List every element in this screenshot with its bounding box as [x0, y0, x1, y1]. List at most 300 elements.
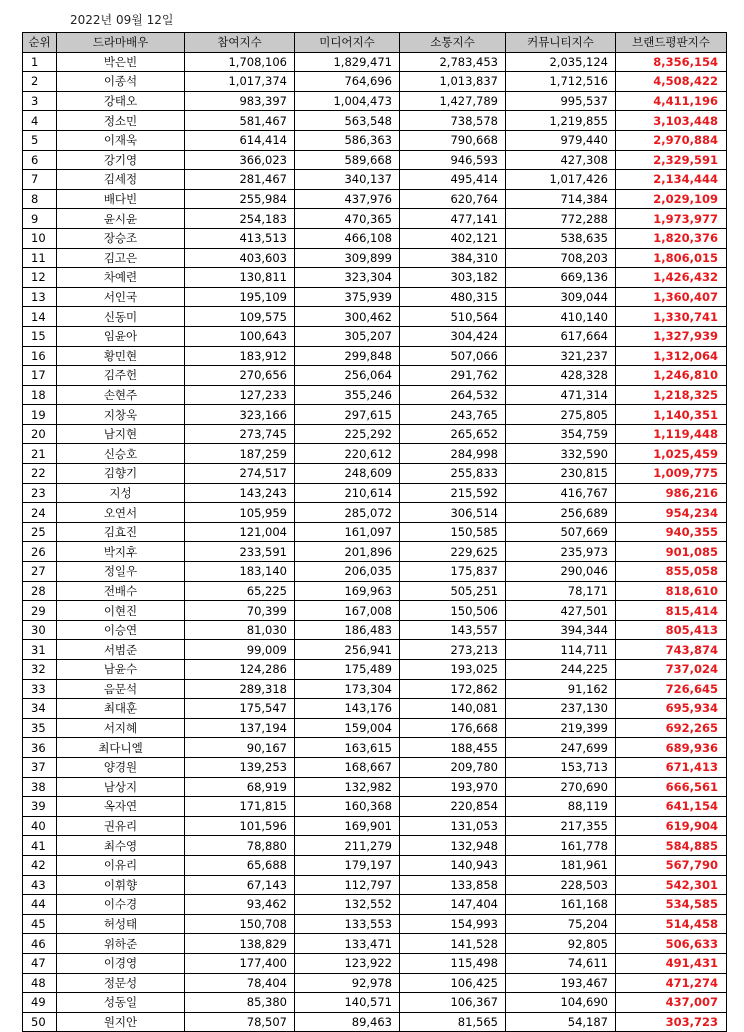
media-cell: 173,304 — [295, 679, 400, 699]
community-cell: 669,136 — [506, 268, 616, 288]
communication-cell: 193,970 — [400, 777, 506, 797]
community-cell: 507,669 — [506, 522, 616, 542]
participation-cell: 139,253 — [185, 757, 295, 777]
table-row — [23, 464, 727, 484]
brand-index-cell: 1,009,775 — [616, 464, 727, 484]
media-cell: 123,922 — [295, 953, 400, 973]
table-row — [23, 248, 727, 268]
actor-name-cell: 윤시윤 — [57, 209, 185, 229]
communication-cell: 215,592 — [400, 483, 506, 503]
community-cell: 427,308 — [506, 150, 616, 170]
actor-name-cell: 지성 — [57, 483, 185, 503]
rank-cell: 23 — [23, 483, 57, 503]
rank-cell: 42 — [23, 855, 57, 875]
brand-index-cell: 1,140,351 — [616, 405, 727, 425]
actor-name-cell: 옥자연 — [57, 797, 185, 817]
rank-cell: 9 — [23, 209, 57, 229]
table-row — [23, 855, 727, 875]
community-cell: 332,590 — [506, 444, 616, 464]
participation-cell: 581,467 — [185, 111, 295, 131]
brand-index-cell: 692,265 — [616, 718, 727, 738]
community-cell: 428,328 — [506, 366, 616, 386]
media-cell: 305,207 — [295, 326, 400, 346]
communication-cell: 1,013,837 — [400, 72, 506, 92]
community-cell: 74,611 — [506, 953, 616, 973]
rank-cell: 40 — [23, 816, 57, 836]
rank-cell: 38 — [23, 777, 57, 797]
rank-cell: 33 — [23, 679, 57, 699]
brand-index-cell: 506,633 — [616, 934, 727, 954]
participation-cell: 983,397 — [185, 91, 295, 111]
rank-cell: 24 — [23, 503, 57, 523]
brand-index-cell: 1,312,064 — [616, 346, 727, 366]
communication-cell: 620,764 — [400, 189, 506, 209]
participation-cell: 78,507 — [185, 1012, 295, 1032]
brand-index-cell: 689,936 — [616, 738, 727, 758]
communication-cell: 510,564 — [400, 307, 506, 327]
actor-name-cell: 남윤수 — [57, 660, 185, 680]
participation-cell: 171,815 — [185, 797, 295, 817]
community-cell: 394,344 — [506, 620, 616, 640]
brand-index-cell: 619,904 — [616, 816, 727, 836]
media-cell: 299,848 — [295, 346, 400, 366]
rank-cell: 2 — [23, 72, 57, 92]
brand-index-cell: 815,414 — [616, 601, 727, 621]
table-row — [23, 228, 727, 248]
brand-index-cell: 542,301 — [616, 875, 727, 895]
table-row — [23, 601, 727, 621]
communication-cell: 495,414 — [400, 170, 506, 190]
participation-cell: 323,166 — [185, 405, 295, 425]
brand-index-cell: 986,216 — [616, 483, 727, 503]
rank-cell: 5 — [23, 130, 57, 150]
table-row — [23, 268, 727, 288]
communication-cell: 106,367 — [400, 993, 506, 1013]
table-row — [23, 836, 727, 856]
table-row — [23, 699, 727, 719]
rank-cell: 37 — [23, 757, 57, 777]
communication-cell: 264,532 — [400, 385, 506, 405]
participation-cell: 93,462 — [185, 895, 295, 915]
media-cell: 140,571 — [295, 993, 400, 1013]
rank-cell: 13 — [23, 287, 57, 307]
rank-cell: 43 — [23, 875, 57, 895]
rank-cell: 12 — [23, 268, 57, 288]
participation-cell: 255,984 — [185, 189, 295, 209]
media-cell: 175,489 — [295, 660, 400, 680]
communication-cell: 284,998 — [400, 444, 506, 464]
community-cell: 78,171 — [506, 581, 616, 601]
participation-cell: 289,318 — [185, 679, 295, 699]
table-row — [23, 797, 727, 817]
rank-cell: 1 — [23, 52, 57, 72]
communication-cell: 790,668 — [400, 130, 506, 150]
media-cell: 169,901 — [295, 816, 400, 836]
media-cell: 168,667 — [295, 757, 400, 777]
rank-cell: 26 — [23, 542, 57, 562]
rank-cell: 32 — [23, 660, 57, 680]
participation-cell: 127,233 — [185, 385, 295, 405]
media-cell: 201,896 — [295, 542, 400, 562]
actor-name-cell: 성동일 — [57, 993, 185, 1013]
actor-name-cell: 임윤아 — [57, 326, 185, 346]
table-row — [23, 757, 727, 777]
community-cell: 256,689 — [506, 503, 616, 523]
rank-cell: 3 — [23, 91, 57, 111]
table-row — [23, 640, 727, 660]
media-cell: 589,668 — [295, 150, 400, 170]
brand-index-cell: 8,356,154 — [616, 52, 727, 72]
actor-name-cell: 이수경 — [57, 895, 185, 915]
participation-cell: 138,829 — [185, 934, 295, 954]
rank-cell: 14 — [23, 307, 57, 327]
actor-name-cell: 이유리 — [57, 855, 185, 875]
communication-cell: 131,053 — [400, 816, 506, 836]
brand-index-cell: 303,723 — [616, 1012, 727, 1032]
brand-index-cell: 1,330,741 — [616, 307, 727, 327]
brand-index-cell: 695,934 — [616, 699, 727, 719]
rank-cell: 41 — [23, 836, 57, 856]
media-cell: 323,304 — [295, 268, 400, 288]
actor-name-cell: 배다빈 — [57, 189, 185, 209]
brand-index-cell: 901,085 — [616, 542, 727, 562]
community-cell: 714,384 — [506, 189, 616, 209]
brand-index-cell: 1,218,325 — [616, 385, 727, 405]
participation-cell: 183,912 — [185, 346, 295, 366]
communication-cell: 505,251 — [400, 581, 506, 601]
table-row — [23, 914, 727, 934]
participation-cell: 177,400 — [185, 953, 295, 973]
participation-cell: 81,030 — [185, 620, 295, 640]
actor-name-cell: 남지현 — [57, 424, 185, 444]
communication-cell: 175,837 — [400, 562, 506, 582]
communication-cell: 304,424 — [400, 326, 506, 346]
table-row — [23, 542, 727, 562]
brand-index-cell: 2,329,591 — [616, 150, 727, 170]
participation-cell: 78,880 — [185, 836, 295, 856]
table-row — [23, 326, 727, 346]
communication-cell: 291,762 — [400, 366, 506, 386]
table-row — [23, 718, 727, 738]
brand-index-cell: 671,413 — [616, 757, 727, 777]
media-cell: 563,548 — [295, 111, 400, 131]
community-cell: 92,805 — [506, 934, 616, 954]
actor-name-cell: 차예련 — [57, 268, 185, 288]
participation-cell: 1,017,374 — [185, 72, 295, 92]
actor-name-cell: 서범준 — [57, 640, 185, 660]
table-row — [23, 993, 727, 1013]
actor-name-cell: 강기영 — [57, 150, 185, 170]
brand-index-cell: 743,874 — [616, 640, 727, 660]
participation-cell: 124,286 — [185, 660, 295, 680]
participation-cell: 130,811 — [185, 268, 295, 288]
table-row — [23, 816, 727, 836]
rank-cell: 8 — [23, 189, 57, 209]
communication-cell: 507,066 — [400, 346, 506, 366]
participation-cell: 614,414 — [185, 130, 295, 150]
actor-name-cell: 신동미 — [57, 307, 185, 327]
table-row — [23, 934, 727, 954]
community-cell: 270,690 — [506, 777, 616, 797]
actor-name-cell: 권유리 — [57, 816, 185, 836]
participation-cell: 187,259 — [185, 444, 295, 464]
participation-cell: 150,708 — [185, 914, 295, 934]
table-row — [23, 895, 727, 915]
communication-cell: 480,315 — [400, 287, 506, 307]
rank-cell: 15 — [23, 326, 57, 346]
rank-cell: 10 — [23, 228, 57, 248]
participation-cell: 413,513 — [185, 228, 295, 248]
community-cell: 244,225 — [506, 660, 616, 680]
brand-index-cell: 855,058 — [616, 562, 727, 582]
table-body — [23, 52, 727, 1032]
brand-index-cell: 641,154 — [616, 797, 727, 817]
communication-cell: 172,862 — [400, 679, 506, 699]
table-row — [23, 385, 727, 405]
community-cell: 217,355 — [506, 816, 616, 836]
actor-name-cell: 김주헌 — [57, 366, 185, 386]
brand-index-cell: 1,820,376 — [616, 228, 727, 248]
actor-name-cell: 원지안 — [57, 1012, 185, 1032]
brand-index-cell: 584,885 — [616, 836, 727, 856]
actor-name-cell: 양경원 — [57, 757, 185, 777]
table-row — [23, 130, 727, 150]
participation-cell: 105,959 — [185, 503, 295, 523]
community-cell: 104,690 — [506, 993, 616, 1013]
rank-cell: 36 — [23, 738, 57, 758]
brand-index-cell: 954,234 — [616, 503, 727, 523]
brand-reputation-table — [22, 32, 727, 1032]
table-row — [23, 72, 727, 92]
table-row — [23, 660, 727, 680]
community-cell: 772,288 — [506, 209, 616, 229]
community-cell: 237,130 — [506, 699, 616, 719]
rank-cell: 30 — [23, 620, 57, 640]
participation-cell: 366,023 — [185, 150, 295, 170]
communication-cell: 946,593 — [400, 150, 506, 170]
participation-cell: 70,399 — [185, 601, 295, 621]
participation-cell: 100,643 — [185, 326, 295, 346]
participation-cell: 65,688 — [185, 855, 295, 875]
participation-cell: 143,243 — [185, 483, 295, 503]
table-row — [23, 581, 727, 601]
header-media: 미디어지수 — [295, 33, 400, 53]
rank-cell: 6 — [23, 150, 57, 170]
brand-index-cell: 1,025,459 — [616, 444, 727, 464]
rank-cell: 11 — [23, 248, 57, 268]
communication-cell: 303,182 — [400, 268, 506, 288]
media-cell: 764,696 — [295, 72, 400, 92]
communication-cell: 1,427,789 — [400, 91, 506, 111]
media-cell: 186,483 — [295, 620, 400, 640]
actor-name-cell: 박은빈 — [57, 52, 185, 72]
community-cell: 228,503 — [506, 875, 616, 895]
brand-index-cell: 3,103,448 — [616, 111, 727, 131]
actor-name-cell: 최다니엘 — [57, 738, 185, 758]
media-cell: 256,064 — [295, 366, 400, 386]
media-cell: 1,829,471 — [295, 52, 400, 72]
actor-name-cell: 신승호 — [57, 444, 185, 464]
media-cell: 248,609 — [295, 464, 400, 484]
community-cell: 230,815 — [506, 464, 616, 484]
brand-index-cell: 4,508,422 — [616, 72, 727, 92]
table-row — [23, 679, 727, 699]
rank-cell: 45 — [23, 914, 57, 934]
table-row — [23, 562, 727, 582]
community-cell: 181,961 — [506, 855, 616, 875]
table-row — [23, 209, 727, 229]
communication-cell: 106,425 — [400, 973, 506, 993]
communication-cell: 133,858 — [400, 875, 506, 895]
community-cell: 410,140 — [506, 307, 616, 327]
media-cell: 163,615 — [295, 738, 400, 758]
media-cell: 160,368 — [295, 797, 400, 817]
community-cell: 471,314 — [506, 385, 616, 405]
community-cell: 114,711 — [506, 640, 616, 660]
actor-name-cell: 정소민 — [57, 111, 185, 131]
brand-index-cell: 1,246,810 — [616, 366, 727, 386]
participation-cell: 254,183 — [185, 209, 295, 229]
media-cell: 466,108 — [295, 228, 400, 248]
participation-cell: 183,140 — [185, 562, 295, 582]
communication-cell: 2,783,453 — [400, 52, 506, 72]
brand-index-cell: 2,970,884 — [616, 130, 727, 150]
media-cell: 375,939 — [295, 287, 400, 307]
rank-cell: 7 — [23, 170, 57, 190]
community-cell: 538,635 — [506, 228, 616, 248]
communication-cell: 154,993 — [400, 914, 506, 934]
table-row — [23, 738, 727, 758]
media-cell: 225,292 — [295, 424, 400, 444]
rank-cell: 18 — [23, 385, 57, 405]
actor-name-cell: 서인국 — [57, 287, 185, 307]
brand-index-cell: 534,585 — [616, 895, 727, 915]
brand-index-cell: 2,029,109 — [616, 189, 727, 209]
brand-index-cell: 737,024 — [616, 660, 727, 680]
communication-cell: 738,578 — [400, 111, 506, 131]
actor-name-cell: 남상지 — [57, 777, 185, 797]
actor-name-cell: 지창욱 — [57, 405, 185, 425]
table-row — [23, 189, 727, 209]
communication-cell: 150,585 — [400, 522, 506, 542]
communication-cell: 477,141 — [400, 209, 506, 229]
media-cell: 1,004,473 — [295, 91, 400, 111]
communication-cell: 255,833 — [400, 464, 506, 484]
community-cell: 91,162 — [506, 679, 616, 699]
communication-cell: 81,565 — [400, 1012, 506, 1032]
participation-cell: 68,919 — [185, 777, 295, 797]
community-cell: 75,204 — [506, 914, 616, 934]
table-row — [23, 405, 727, 425]
table-row — [23, 170, 727, 190]
rank-cell: 31 — [23, 640, 57, 660]
community-cell: 995,537 — [506, 91, 616, 111]
table-row — [23, 777, 727, 797]
actor-name-cell: 최수영 — [57, 836, 185, 856]
table-row — [23, 366, 727, 386]
table-row — [23, 503, 727, 523]
brand-index-cell: 1,119,448 — [616, 424, 727, 444]
actor-name-cell: 허성태 — [57, 914, 185, 934]
rank-cell: 25 — [23, 522, 57, 542]
communication-cell: 176,668 — [400, 718, 506, 738]
table-row — [23, 522, 727, 542]
media-cell: 220,612 — [295, 444, 400, 464]
rank-cell: 50 — [23, 1012, 57, 1032]
participation-cell: 65,225 — [185, 581, 295, 601]
brand-index-cell: 4,411,196 — [616, 91, 727, 111]
participation-cell: 403,603 — [185, 248, 295, 268]
header-community: 커뮤니티지수 — [506, 33, 616, 53]
media-cell: 161,097 — [295, 522, 400, 542]
community-cell: 708,203 — [506, 248, 616, 268]
brand-index-cell: 567,790 — [616, 855, 727, 875]
participation-cell: 137,194 — [185, 718, 295, 738]
participation-cell: 195,109 — [185, 287, 295, 307]
participation-cell: 67,143 — [185, 875, 295, 895]
media-cell: 89,463 — [295, 1012, 400, 1032]
communication-cell: 143,557 — [400, 620, 506, 640]
media-cell: 297,615 — [295, 405, 400, 425]
table-row — [23, 444, 727, 464]
rank-cell: 20 — [23, 424, 57, 444]
actor-name-cell: 오연서 — [57, 503, 185, 523]
media-cell: 340,137 — [295, 170, 400, 190]
communication-cell: 132,948 — [400, 836, 506, 856]
community-cell: 193,467 — [506, 973, 616, 993]
media-cell: 133,471 — [295, 934, 400, 954]
table-row — [23, 52, 727, 72]
media-cell: 132,552 — [295, 895, 400, 915]
communication-cell: 115,498 — [400, 953, 506, 973]
rank-cell: 27 — [23, 562, 57, 582]
header-rank: 순위 — [23, 33, 57, 53]
rank-cell: 39 — [23, 797, 57, 817]
header-participation: 참여지수 — [185, 33, 295, 53]
brand-index-cell: 666,561 — [616, 777, 727, 797]
community-cell: 247,699 — [506, 738, 616, 758]
community-cell: 321,237 — [506, 346, 616, 366]
brand-index-cell: 1,360,407 — [616, 287, 727, 307]
participation-cell: 99,009 — [185, 640, 295, 660]
community-cell: 54,187 — [506, 1012, 616, 1032]
media-cell: 210,614 — [295, 483, 400, 503]
participation-cell: 78,404 — [185, 973, 295, 993]
actor-name-cell: 손현주 — [57, 385, 185, 405]
rank-cell: 21 — [23, 444, 57, 464]
media-cell: 206,035 — [295, 562, 400, 582]
community-cell: 309,044 — [506, 287, 616, 307]
community-cell: 153,713 — [506, 757, 616, 777]
communication-cell: 243,765 — [400, 405, 506, 425]
actor-name-cell: 음문석 — [57, 679, 185, 699]
community-cell: 2,035,124 — [506, 52, 616, 72]
media-cell: 309,899 — [295, 248, 400, 268]
rank-cell: 4 — [23, 111, 57, 131]
communication-cell: 188,455 — [400, 738, 506, 758]
media-cell: 143,176 — [295, 699, 400, 719]
community-cell: 1,219,855 — [506, 111, 616, 131]
participation-cell: 90,167 — [185, 738, 295, 758]
communication-cell: 306,514 — [400, 503, 506, 523]
header-communication: 소통지수 — [400, 33, 506, 53]
header-actor: 드라마배우 — [57, 33, 185, 53]
media-cell: 92,978 — [295, 973, 400, 993]
rank-cell: 19 — [23, 405, 57, 425]
actor-name-cell: 이현진 — [57, 601, 185, 621]
rank-cell: 17 — [23, 366, 57, 386]
communication-cell: 150,506 — [400, 601, 506, 621]
